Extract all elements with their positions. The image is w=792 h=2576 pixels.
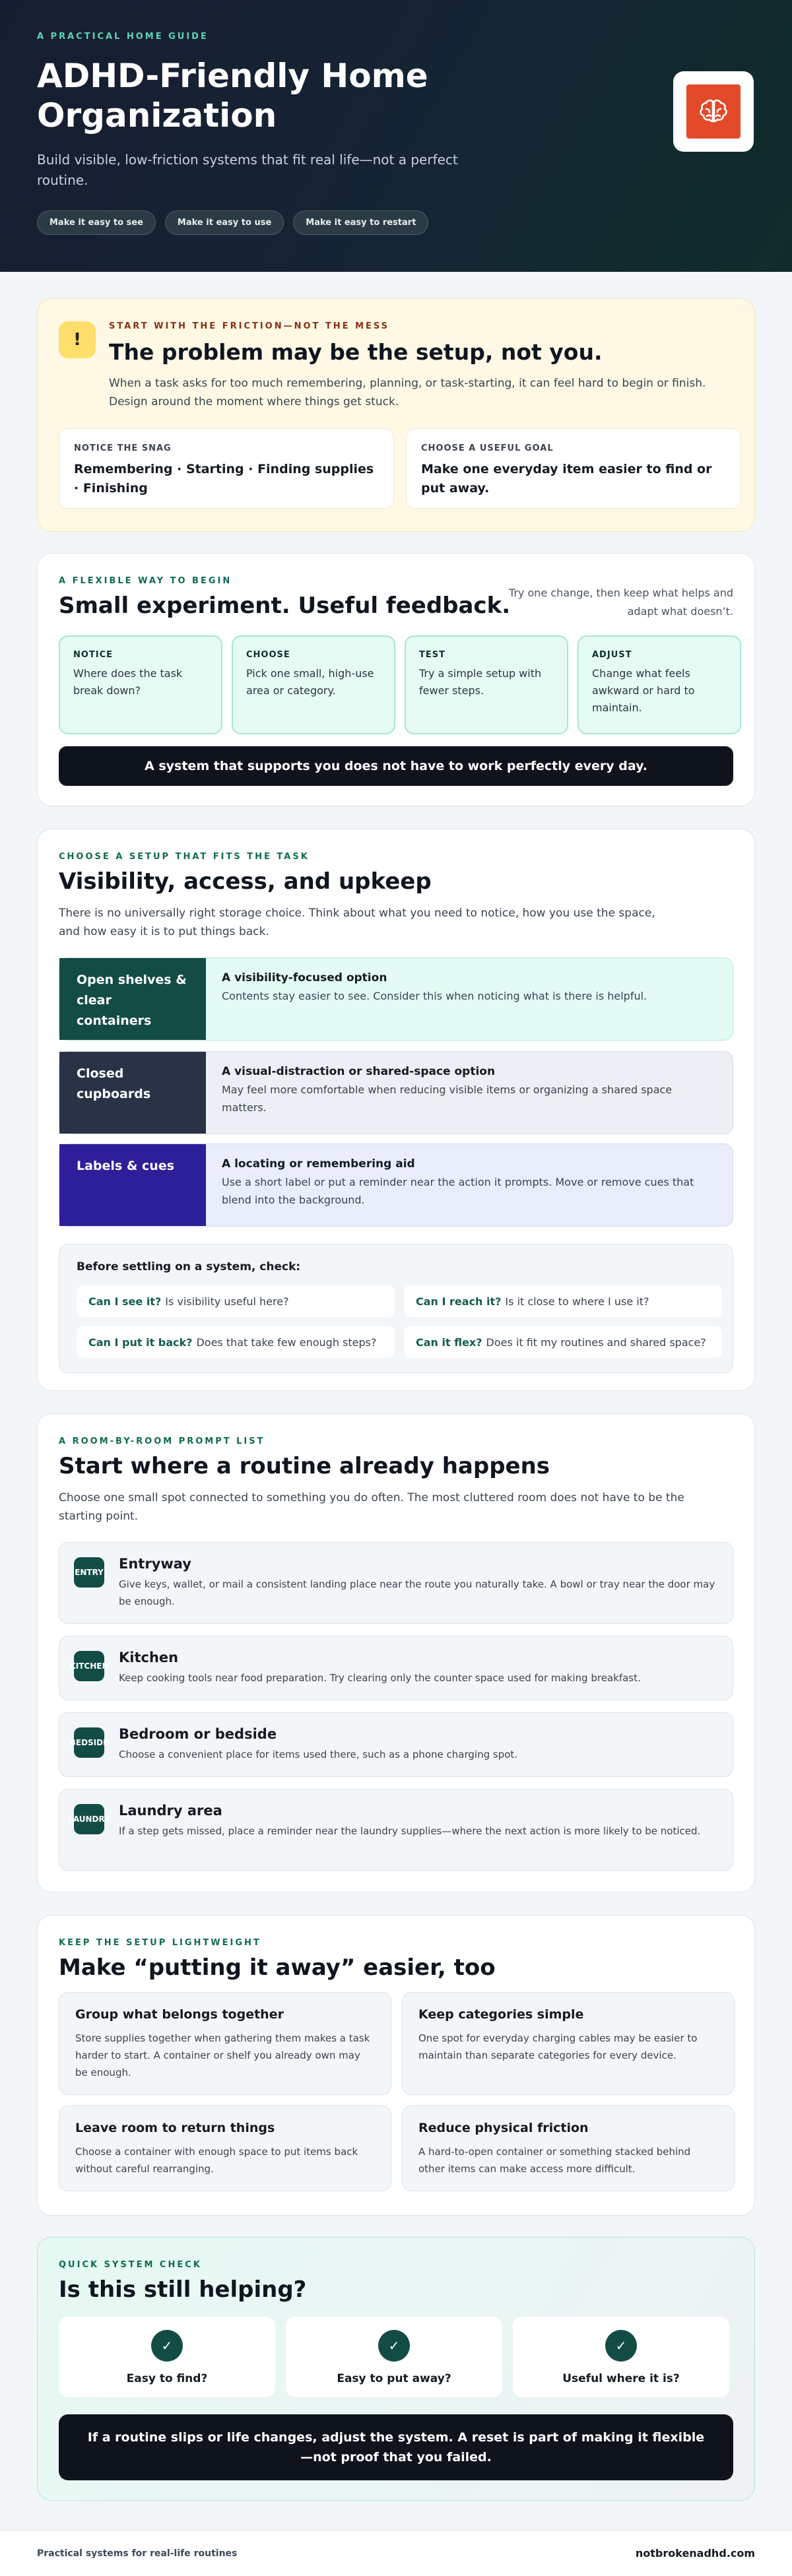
- step-label: NOTICE: [73, 650, 114, 660]
- kitchen-icon: KITCHEN: [74, 1651, 104, 1681]
- check-question: Can I put it back?: [88, 1336, 193, 1349]
- setup-title: Visibility, access, and upkeep: [59, 868, 432, 895]
- checklist-item: [77, 1326, 395, 1358]
- check-title: Is this still helping?: [59, 2276, 307, 2303]
- bedside-icon: BEDSIDE: [74, 1727, 104, 1758]
- final-banner: If a routine slips or life changes, adjust the system. A reset is part of making it flexible—not proof that you failed.: [59, 2414, 733, 2480]
- check-easy-to-find: [59, 2317, 275, 2397]
- problem-body: When a task asks for too much remembering, planning, or task-starting, it can feel hard to begin or finish. Design around the moment where things get stuck.: [109, 377, 706, 408]
- tip-room: [59, 2106, 391, 2191]
- option-tag: Open shelves & clear containers: [59, 958, 206, 1040]
- checklist-heading: Before settling on a system, check:: [77, 1260, 301, 1273]
- step-label: CHOOSE: [246, 650, 290, 660]
- room-entryway: [59, 1542, 733, 1624]
- lightweight-eyebrow: KEEP THE SETUP LIGHTWEIGHT: [59, 1938, 261, 1948]
- step-choose: [232, 635, 395, 734]
- check-answer: Does it fit my routines and shared space?: [486, 1336, 706, 1349]
- check-label: Easy to find?: [126, 2372, 208, 2385]
- room-title: Kitchen: [119, 1650, 179, 1665]
- check-answer: Is visibility useful here?: [165, 1295, 289, 1308]
- experiment-note: Try one change, then keep what helps and adapt what doesn’t.: [508, 587, 733, 618]
- room-desc: If a step gets missed, place a reminder near the laundry supplies—where the next action is more likely to be noticed.: [119, 1825, 701, 1837]
- check-question: Can I reach it?: [416, 1295, 502, 1308]
- option-title: A visual-distraction or shared-space option: [222, 1065, 496, 1078]
- tip-desc: Choose a container with enough space to put items back without careful rearranging.: [75, 2146, 358, 2175]
- experiment-card: [37, 553, 755, 806]
- rooms-eyebrow: A ROOM-BY-ROOM PROMPT LIST: [59, 1436, 265, 1446]
- check-answer: Does that take few enough steps?: [196, 1336, 377, 1349]
- goal-value: Make one everyday item easier to find or put away.: [421, 462, 712, 496]
- checkmark-icon: ✓: [378, 2330, 410, 2362]
- chip-easy-to-see: Make it easy to see: [37, 210, 156, 235]
- entry-icon: ENTRY: [74, 1557, 104, 1588]
- snag-value: Remembering · Starting · Finding supplies · Finishing: [74, 462, 374, 496]
- option-desc: [206, 1052, 733, 1134]
- step-test: [405, 635, 568, 734]
- step-text: Pick one small, high-use area or category.: [246, 667, 374, 697]
- check-question: Can it flex?: [416, 1336, 482, 1349]
- room-laundry: [59, 1789, 733, 1871]
- warning-icon: !: [59, 321, 96, 358]
- goal-label: CHOOSE A USEFUL GOAL: [421, 443, 554, 453]
- option-desc: [206, 1144, 733, 1226]
- option-text: May feel more comfortable when reducing visible items or organizing a shared space matters.: [222, 1083, 673, 1114]
- laundry-icon: LAUNDRY: [74, 1804, 104, 1834]
- room-kitchen: [59, 1636, 733, 1700]
- setup-body: There is no universally right storage choice. Think about what you need to notice, how you use the space, and how easy it is to put things back.: [59, 907, 655, 938]
- tip-categories: [402, 1992, 735, 2095]
- checkmark-icon: ✓: [605, 2330, 637, 2362]
- rooms-body: Choose one small spot connected to something you do often. The most cluttered room does not have to be the starting point.: [59, 1491, 684, 1523]
- lightweight-title: Make “putting it away” easier, too: [59, 1954, 496, 1981]
- step-label: TEST: [419, 650, 446, 660]
- tip-desc: Store supplies together when gathering them makes a task harder to start. A container or shelf you already own may be enough.: [75, 2032, 370, 2078]
- goal-box: [406, 428, 741, 509]
- option-title: A visibility-focused option: [222, 971, 387, 984]
- system-checklist: [59, 1244, 733, 1373]
- check-items: [59, 2317, 729, 2397]
- checklist-item: [404, 1326, 722, 1358]
- tip-title: Group what belongs together: [75, 2007, 284, 2022]
- room-desc: Keep cooking tools near food preparation. Try clearing only the counter space used for making breakfast.: [119, 1672, 641, 1684]
- check-question: Can I see it?: [88, 1295, 162, 1308]
- checklist-grid: [77, 1285, 715, 1358]
- chip-easy-to-restart: Make it easy to restart: [293, 210, 428, 235]
- hero: [0, 0, 792, 272]
- footer: [0, 2530, 792, 2576]
- option-tag: Labels & cues: [59, 1144, 206, 1226]
- step-adjust: [578, 635, 741, 734]
- experiment-banner: A system that supports you does not have to work perfectly every day.: [59, 746, 733, 786]
- system-check-card: [37, 2237, 755, 2501]
- snag-label: NOTICE THE SNAG: [74, 443, 172, 453]
- option-closed-cupboards: [59, 1051, 733, 1134]
- check-answer: Is it close to where I use it?: [505, 1295, 649, 1308]
- room-title: Laundry area: [119, 1803, 222, 1819]
- checkmark-icon: ✓: [151, 2330, 183, 2362]
- tip-title: Leave room to return things: [75, 2121, 275, 2135]
- snag-box: [59, 428, 394, 509]
- check-useful-where: [513, 2317, 729, 2397]
- problem-boxes: [59, 428, 741, 509]
- checklist-item: [404, 1285, 722, 1317]
- checklist-item: [77, 1285, 395, 1317]
- step-text: Change what feels awkward or hard to maintain.: [592, 667, 695, 714]
- room-title: Bedroom or bedside: [119, 1726, 277, 1742]
- page-title: ADHD-Friendly Home Organization: [37, 57, 428, 135]
- tip-title: Reduce physical friction: [418, 2121, 589, 2135]
- room-desc: Give keys, wallet, or mail a consistent landing place near the route you naturally take. A bowl or tray near the door may be enough.: [119, 1578, 715, 1607]
- option-desc: [206, 958, 733, 1040]
- tip-desc: A hard-to-open container or something stacked behind other items can make access more difficult.: [418, 2146, 691, 2175]
- step-text: Where does the task break down?: [73, 667, 183, 697]
- step-notice: [59, 635, 222, 734]
- check-label: Useful where it is?: [562, 2372, 680, 2385]
- footer-tagline: Practical systems for real-life routines: [37, 2548, 238, 2559]
- setup-card: [37, 829, 755, 1391]
- room-bedroom: [59, 1712, 733, 1777]
- option-text: Contents stay easier to see. Consider this when noticing what is there is helpful.: [222, 990, 647, 1002]
- check-label: Easy to put away?: [337, 2372, 451, 2385]
- hero-chips: [37, 210, 755, 235]
- tip-group: [59, 1992, 391, 2095]
- rooms-title: Start where a routine already happens: [59, 1453, 550, 1479]
- rooms-card: [37, 1413, 755, 1892]
- site-logo: [673, 71, 754, 152]
- problem-card: [37, 298, 755, 532]
- tips-grid: [59, 1992, 735, 2191]
- problem-eyebrow: START WITH THE FRICTION—NOT THE MESS: [109, 321, 390, 331]
- experiment-eyebrow: A FLEXIBLE WAY TO BEGIN: [59, 576, 232, 586]
- experiment-title: Small experiment. Useful feedback.: [59, 593, 511, 619]
- option-title: A locating or remembering aid: [222, 1157, 415, 1171]
- room-desc: Choose a convenient place for items used there, such as a phone charging spot.: [119, 1749, 518, 1760]
- lightweight-card: [37, 1915, 755, 2216]
- footer-site-link[interactable]: notbrokenadhd.com: [635, 2547, 755, 2560]
- experiment-steps: [59, 635, 741, 734]
- step-text: Try a simple setup with fewer steps.: [419, 667, 542, 697]
- hero-subtitle: Build visible, low-friction systems that fit real life—not a perfect routine.: [37, 152, 458, 188]
- check-easy-to-put-away: [286, 2317, 502, 2397]
- option-open-shelves: [59, 957, 733, 1041]
- step-label: ADJUST: [592, 650, 632, 660]
- chip-easy-to-use: Make it easy to use: [165, 210, 284, 235]
- tip-title: Keep categories simple: [418, 2007, 584, 2022]
- tip-friction: [402, 2106, 735, 2191]
- check-eyebrow: QUICK SYSTEM CHECK: [59, 2260, 202, 2270]
- setup-eyebrow: CHOOSE A SETUP THAT FITS THE TASK: [59, 852, 310, 862]
- brain-icon: [686, 84, 741, 139]
- hero-eyebrow: A PRACTICAL HOME GUIDE: [37, 32, 209, 42]
- option-tag: Closed cupboards: [59, 1052, 206, 1134]
- option-text: Use a short label or put a reminder near the action it prompts. Move or remove cues that blend into the background.: [222, 1176, 694, 1206]
- tip-desc: One spot for everyday charging cables may be easier to maintain than separate categories for every device.: [418, 2032, 698, 2061]
- option-labels-cues: [59, 1143, 733, 1227]
- problem-title: The problem may be the setup, not you.: [109, 339, 603, 365]
- room-title: Entryway: [119, 1556, 191, 1572]
